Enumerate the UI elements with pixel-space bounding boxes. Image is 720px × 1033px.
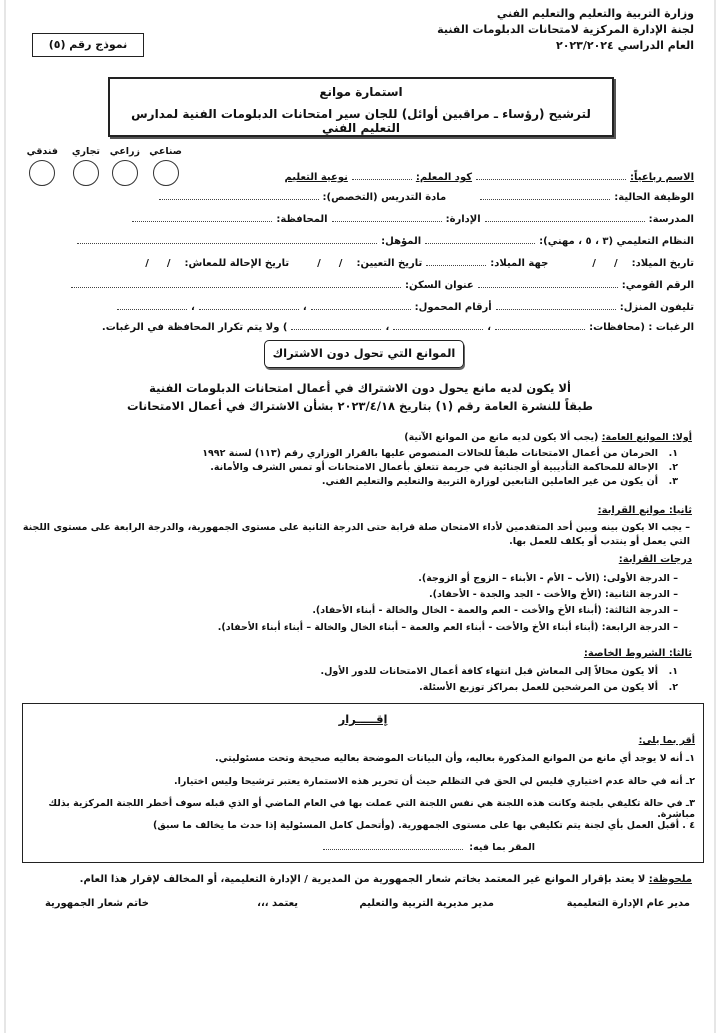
governorate-label: المحافظة: [276, 214, 328, 225]
national-id-field[interactable] [478, 278, 618, 288]
school-field[interactable] [485, 212, 645, 222]
kinship-degrees-heading: درجات القرابة: [618, 554, 692, 565]
row-system [22, 234, 694, 247]
home-phone-label: تليفون المنزل: [619, 302, 694, 313]
teacher-code-field[interactable] [352, 170, 412, 180]
item-number: ٣. [668, 476, 678, 487]
obstacles-title-box: الموانع التي تحول دون الاشتراك [264, 340, 464, 368]
form-subtitle: لترشيح (رؤساء ـ مراقبين أوائل) للجان سير امتحانات الدبلومات الفنية لمدارس التعليم الفني [131, 107, 591, 135]
mobile-field-1[interactable] [311, 300, 411, 310]
signer-field[interactable] [323, 840, 463, 850]
wishes-note: ) ولا يتم تكرار المحافظة في الرغبات. [101, 322, 288, 333]
note-label: ملحوظة: [648, 874, 692, 885]
note-text: لا يعتد بإقرار الموانع غير المعتمد بخاتم شعار الجمهورية من المديرية / الإدارة التعليمية، أو المخالف لإقرار هذا العام. [79, 874, 646, 885]
item-text: الحرمان من أعمال الامتحانات طبقاً للحالات المنصوص عليها بالقرار الوزاري رقم (١١٣) لسنة ١٩٩٢ [202, 448, 658, 459]
teacher-code-label: كود المعلم: [415, 172, 473, 183]
degree-text: الدرجة الرابعة: (أبناء أبناء الأخ والأخت - أبناء العم والعمة – أبناء الخال والخالة – أبناء أبناء الأحفاد). [217, 622, 670, 633]
header-organization [437, 6, 694, 54]
acknowledgement-intro: أقر بما يلي: [638, 735, 695, 746]
row-dates [22, 256, 694, 269]
form-page [4, 0, 716, 1033]
item-number: ١. [668, 666, 678, 677]
signer-row [29, 840, 535, 853]
note-row [22, 873, 692, 887]
wish-field-3[interactable] [291, 320, 381, 330]
item-number: ٢. [668, 682, 678, 693]
row-school [22, 212, 694, 225]
signature-approved: يعتمد ،،، [257, 898, 298, 909]
ministry-name: وزارة التربية والتعليم والتعليم الفني [496, 7, 694, 20]
kinship-degree-item: – الدرجة الثالثة: (أبناء الأخ والأخت - العم والعمة - الخال والخالة - أبناء الأحفاد). [312, 605, 678, 616]
teaching-subject-label: مادة التدريس (التخصص): [322, 192, 447, 203]
acknowledgement-item: ١ـ أنه لا يوجد أي مانع من الموانع المذكورة بعاليه، وأن البيانات الموضحة بعاليه صحيحة وتحت مسئوليتي. [215, 753, 695, 764]
qualification-label: المؤهل: [381, 236, 422, 247]
retirement-date-sep[interactable]: / [166, 258, 171, 269]
kinship-degree-item: – الدرجة الرابعة: (أبناء أبناء الأخ والأخت - أبناء العم والعمة – أبناء الخال والخالة – أبناء أبناء الأحفاد). [217, 622, 678, 633]
birth-place-label: جهة الميلاد: [490, 258, 549, 269]
retirement-date-label: تاريخ الإحالة للمعاش: [184, 258, 290, 269]
comma: ، [302, 302, 307, 313]
birth-place-field[interactable] [426, 256, 486, 266]
obstacles-intro-line1: ألا يكون لديه مانع يحول دون الاشتراك في أعمال امتحانات الدبلومات الفنية [149, 381, 571, 395]
acknowledgement-item: ٢ـ أنه في حالة عدم اختياري فليس لي الحق في التظلم حيث أن تحرير هذه الاستمارة يعتبر ترشيحا وليس اختيارا. [174, 776, 695, 787]
item-text: ألا يكون من المرشحين للعمل بمراكز توزيع الأسئلة. [419, 682, 658, 693]
signature-edu-admin-director: مدير عام الإدارة التعليمية [566, 898, 690, 909]
kinship-rule-text: – يجب الا يكون بينه وبين أحد المتقدمين لأداء الامتحان صلة قرابة حتى الدرجة الثانية على مستوى الجمهورية، والدرجة الرابعة على مستوى اللجنة التي يعمل أو ينتدب أو يكلف للعمل بها. [22, 522, 690, 547]
row-id [22, 278, 694, 291]
governorate-field[interactable] [132, 212, 272, 222]
teaching-subject-field[interactable] [159, 190, 319, 200]
special-condition-item [22, 681, 678, 694]
row-job [22, 190, 694, 203]
current-job-label: الوظيفة الحالية: [614, 192, 694, 203]
option-label: فندقي [26, 146, 58, 157]
birth-date-label: تاريخ الميلاد: [631, 258, 694, 269]
general-obstacle-item [22, 475, 678, 488]
acknowledgement-item: ٤ . أقبل العمل بأي لجنة يتم تكليفي بها على مستوى الجمهورية. (وأتحمل كامل المسئولية إذا حدث ما يخالف ما سبق) [153, 820, 695, 831]
general-obstacles-subheading: (يجب ألا يكون لديه مانع من الموانع الآتية) [404, 432, 599, 443]
school-label: المدرسة: [648, 214, 694, 225]
mobile-field-3[interactable] [117, 300, 187, 310]
degree-text: الدرجة الأولى: (الأب – الأم - الأبناء – الزوج أو الزوجة). [418, 573, 670, 584]
education-system-field[interactable] [425, 234, 535, 244]
appointment-date-label: تاريخ التعيين: [356, 258, 423, 269]
item-number: ١. [668, 448, 678, 459]
option-label: تجاري [71, 146, 100, 157]
acknowledgement-box [22, 703, 704, 863]
signer-label: المقر بما فيه: [469, 842, 535, 853]
full-name-field[interactable] [476, 170, 626, 180]
general-obstacle-item [22, 461, 678, 474]
retirement-date-sep[interactable]: / [145, 258, 149, 269]
form-title-box [108, 77, 614, 137]
wish-field-1[interactable] [495, 320, 585, 330]
kinship-degree-item: – الدرجة الثانية: (الأخ والأخت - الجد والجدة - الأحفاد). [429, 589, 678, 600]
education-type-label: نوعية التعليم [284, 172, 348, 183]
home-phone-field[interactable] [496, 300, 616, 310]
mobile-numbers-label: أرقام المحمول: [414, 302, 492, 313]
mobile-field-2[interactable] [199, 300, 299, 310]
full-name-label: الاسم رباعياً: [630, 172, 694, 183]
model-number-box: نموذج رقم (٥) [32, 33, 144, 57]
special-conditions-heading: ثالثا: الشروط الخاصة: [583, 648, 692, 659]
row-wishes [22, 320, 694, 333]
special-condition-item [22, 665, 678, 678]
comma: ، [487, 322, 492, 333]
wishes-label: الرغبات : (محافظات: [589, 322, 694, 333]
address-field[interactable] [71, 278, 401, 288]
degree-text: الدرجة الثالثة: (أبناء الأخ والأخت - العم والعمة - الخال والخالة - أبناء الأحفاد). [312, 605, 670, 616]
row-phones [22, 300, 694, 313]
option-label: صناعي [149, 146, 182, 157]
item-text: أن يكون من غير العاملين التابعين لوزارة التربية والتعليم والتعليم الفني. [321, 476, 658, 487]
item-number: ٢. [668, 462, 678, 473]
signature-directorate-director: مدير مديرية التربية والتعليم [359, 898, 494, 909]
option-label: زراعي [109, 146, 140, 157]
education-system-label: النظام التعليمي (٣ ، ٥ ، مهني): [539, 236, 694, 247]
administration-label: الإدارة: [445, 214, 481, 225]
national-id-label: الرقم القومي: [621, 280, 694, 291]
item-text: ألا يكون محالاً إلى المعاش قبل انتهاء كافة أعمال الامتحانات للدور الأول. [320, 666, 658, 677]
form-title: استمارة موانع [319, 85, 403, 99]
comma: ، [385, 322, 390, 333]
kinship-rule: يجب الا يكون بينه وبين أحد المتقدمين لأداء الامتحان صلة قرابة حتى الدرجة الثانية على مستوى الجمهورية، والدرجة الرابعة على مستوى اللجنة التي يعمل أو ينتدب أو يكلف للعمل بها. [22, 522, 690, 547]
obstacles-intro-line2: طبقاً للنشرة العامة رقم (١) بتاريخ ٢٠٢٣/٤/١٨ بشأن الاشتراك في أعمال الامتحانات [127, 399, 593, 413]
signature-republic-seal: خاتم شعار الجمهورية [44, 898, 149, 909]
kinship-degree-item: – الدرجة الأولى: (الأب – الأم - الأبناء – الزوج أو الزوجة). [418, 573, 678, 584]
wish-field-2[interactable] [393, 320, 483, 330]
address-label: عنوان السكن: [404, 280, 474, 291]
item-text: الإحالة للمحاكمة التأديبية أو الجنائية في جريمة تتعلق بأعمال الامتحانات أو تمس الشرف والأمانة. [210, 462, 658, 473]
appointment-date-sep[interactable]: / [338, 258, 343, 269]
row-name [22, 170, 694, 183]
acknowledgement-item: ٣ـ في حالة تكليفي بلجنة وكانت هذه اللجنة هي نفس اللجنة التي عملت بها في العام الماضي أو الذي قبله سوف أخطر اللجنة المركزية بذلك مباشرة. [48, 798, 695, 820]
comma: ، [191, 302, 195, 313]
administration-field[interactable] [332, 212, 442, 222]
academic-year: العام الدراسي ٢٠٢٣/٢٠٢٤ [556, 39, 694, 52]
committee-name: لجنة الإدارة المركزية لامتحانات الدبلومات الفنية [437, 23, 694, 36]
current-job-field[interactable] [480, 190, 610, 200]
general-obstacle-item [22, 447, 678, 460]
appointment-date-sep[interactable]: / [317, 258, 321, 269]
degree-text: الدرجة الثانية: (الأخ والأخت - الجد والجدة - الأحفاد). [429, 589, 670, 600]
general-obstacles-heading: أولا: الموانع العامة: [601, 432, 692, 443]
kinship-obstacles-heading: ثانيا: موانع القرابة: [597, 505, 692, 516]
qualification-field[interactable] [77, 234, 377, 244]
birth-date-sep[interactable]: / [613, 258, 618, 269]
acknowledgement-title: إقـــــرار [338, 712, 388, 726]
birth-date-sep[interactable]: / [592, 258, 596, 269]
general-obstacles-heading-row [22, 431, 692, 445]
